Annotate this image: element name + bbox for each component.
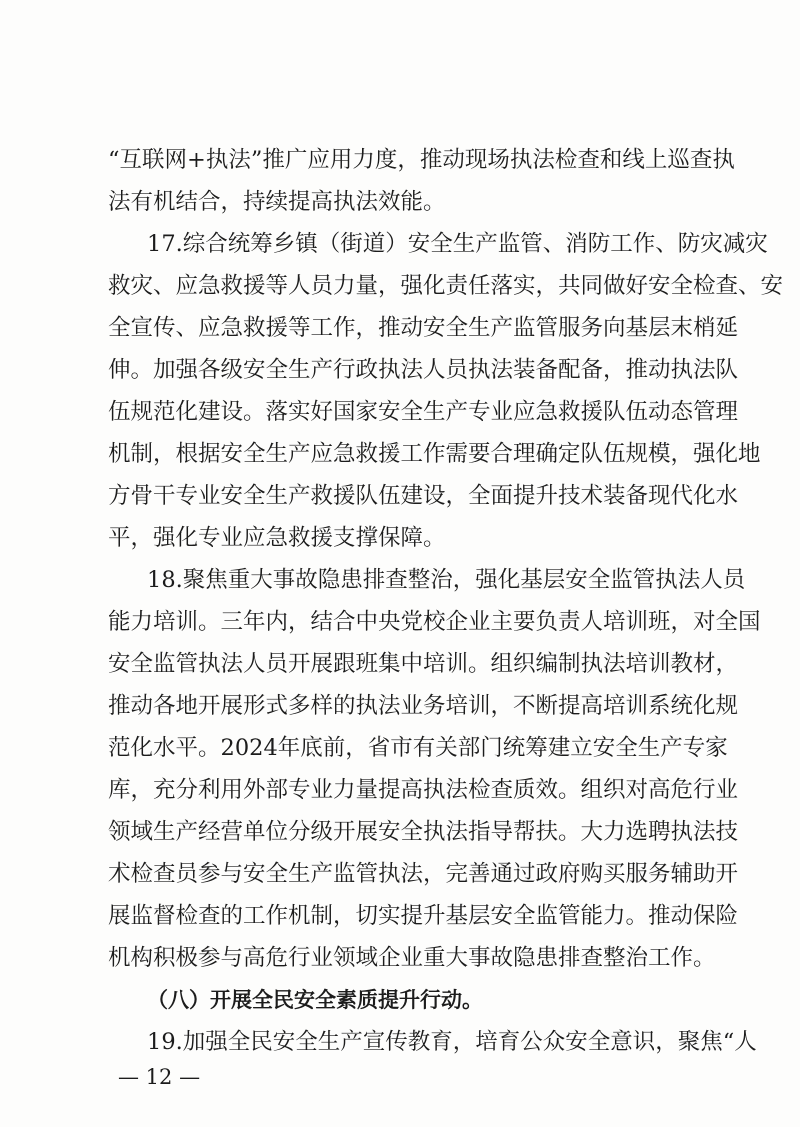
text-line: 机制，根据安全生产应急救援工作需要合理确定队伍规模，强化地 (108, 441, 761, 467)
paragraph-17-start: 17.综合统筹乡镇（街道）安全生产监管、消防工作、防灾减灾 (147, 231, 768, 257)
text-line: 伸。加强各级安全生产行政执法人员执法装备配备，推动执法队 (108, 357, 739, 383)
paragraph-19-start: 19.加强全民安全生产宣传教育，培育公众安全意识，聚焦“人 (147, 1029, 757, 1055)
paragraph-18-start: 18.聚焦重大事故隐患排查整治，强化基层安全监管执法人员 (147, 567, 746, 593)
text-line: 法有机结合，持续提高执法效能。 (108, 189, 446, 215)
text-line: 展监督检查的工作机制，切实提升基层安全监管能力。推动保险 (108, 903, 739, 929)
text-line: 能力培训。三年内，结合中央党校企业主要负责人培训班，对全国 (108, 609, 761, 635)
text-line: 救灾、应急救援等人员力量，强化责任落实，共同做好安全检查、安 (108, 273, 784, 299)
text-line: 全宣传、应急救援等工作，推动安全生产监管服务向基层末梢延 (108, 315, 739, 341)
section-heading: （八）开展全民安全素质提升行动。 (147, 988, 483, 1012)
text-line: 安全监管执法人员开展跟班集中培训。组织编制执法培训教材， (108, 651, 739, 677)
text-line: 平，强化专业应急救援支撑保障。 (108, 525, 446, 551)
text-line: 机构积极参与高危行业领域企业重大事故隐患排查整治工作。 (108, 945, 716, 971)
text-line: 范化水平。2024年底前，省市有关部门统筹建立安全生产专家 (108, 735, 728, 761)
text-line: 领域生产经营单位分级开展安全执法指导帮扶。大力选聘执法技 (108, 819, 739, 845)
text-line: 方骨干专业安全生产救援队伍建设，全面提升技术装备现代化水 (108, 483, 739, 509)
text-line: 术检查员参与安全生产监管执法，完善通过政府购买服务辅助开 (108, 861, 739, 887)
text-line: 库，充分利用外部专业力量提高执法检查质效。组织对高危行业 (108, 777, 739, 803)
page-number: — 12 — (118, 1065, 201, 1089)
text-line: 推动各地开展形式多样的执法业务培训，不断提高培训系统化规 (108, 693, 739, 719)
text-line: 伍规范化建设。落实好国家安全生产专业应急救援队伍动态管理 (108, 399, 739, 425)
text-line: “互联网+执法”推广应用力度，推动现场执法检查和线上巡查执 (108, 147, 735, 173)
